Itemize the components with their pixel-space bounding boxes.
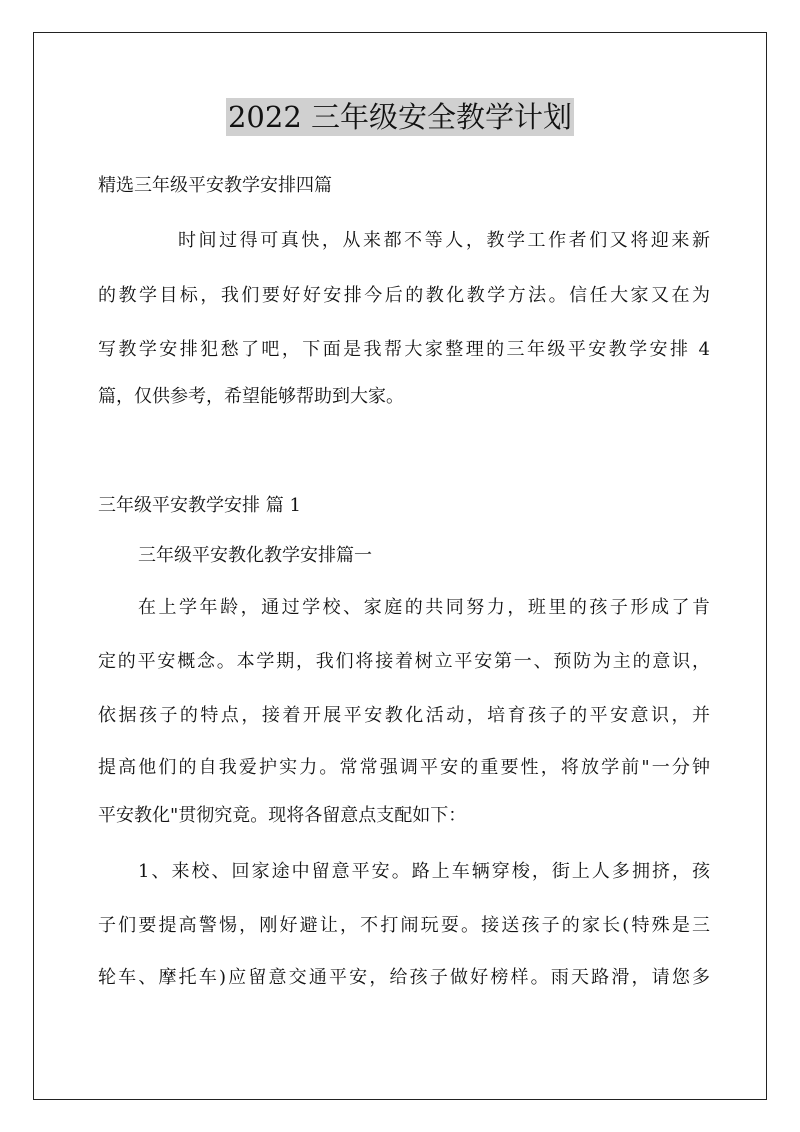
intro-line-1: 时间过得可真快，从来都不等人，教学工作者们又将迎来新 bbox=[178, 230, 710, 251]
intro-line-3: 写教学安排犯愁了吧，下面是我帮大家整理的三年级平安教学安排 4 bbox=[98, 339, 710, 360]
title-container bbox=[0, 98, 800, 136]
section-subheading: 三年级平安教化教学安排篇一 bbox=[138, 545, 372, 566]
para1-line-5: 平安教化"贯彻究竟。现将各留意点支配如下： bbox=[98, 805, 467, 826]
para1-line-3: 依据孩子的特点，接着开展平安教化活动，培育孩子的平安意识，并 bbox=[98, 705, 710, 726]
document-title: 2022 三年级安全教学计划 bbox=[227, 100, 573, 134]
para1-line-2: 定的平安概念。本学期，我们将接着树立平安第一、预防为主的意识， bbox=[98, 651, 710, 672]
section-heading: 三年级平安教学安排 篇 1 bbox=[98, 495, 301, 516]
para1-line-4: 提高他们的自我爱护实力。常常强调平安的重要性，将放学前"一分钟 bbox=[98, 757, 710, 778]
para2-line-3: 轮车、摩托车)应留意交通平安，给孩子做好榜样。雨天路滑，请您多 bbox=[98, 967, 710, 988]
intro-line-4: 篇，仅供参考，希望能够帮助到大家。 bbox=[98, 386, 404, 407]
document-subtitle: 精选三年级平安教学安排四篇 bbox=[98, 175, 332, 196]
para2-line-2: 子们要提高警惕，刚好避让，不打闹玩耍。接送孩子的家长(特殊是三 bbox=[98, 915, 710, 936]
para1-line-1: 在上学年龄，通过学校、家庭的共同努力，班里的孩子形成了肯 bbox=[138, 597, 710, 618]
para2-line-1: 1、来校、回家途中留意平安。路上车辆穿梭，街上人多拥挤，孩 bbox=[138, 861, 710, 882]
intro-line-2: 的教学目标，我们要好好安排今后的教化教学方法。信任大家又在为 bbox=[98, 285, 710, 306]
